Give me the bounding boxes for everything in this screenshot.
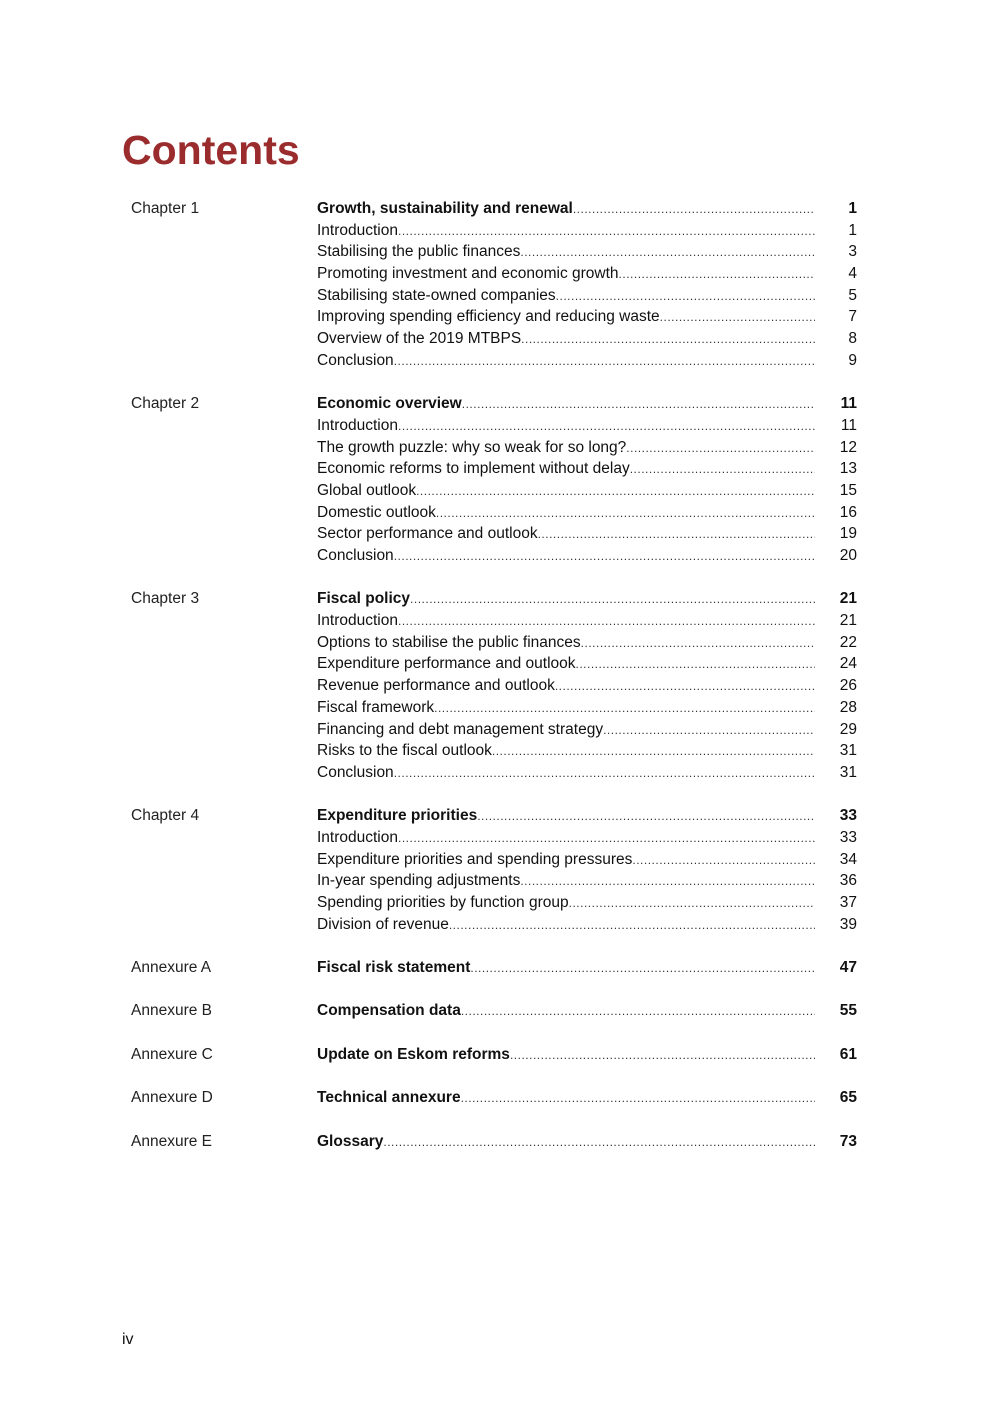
toc-entry-title: Expenditure performance and outlook bbox=[317, 655, 576, 673]
toc-entry[interactable] bbox=[317, 437, 857, 459]
toc-entries bbox=[317, 588, 857, 783]
dot-leader bbox=[394, 546, 815, 568]
toc-entry[interactable] bbox=[317, 827, 857, 849]
toc-entry[interactable] bbox=[317, 675, 857, 697]
dot-leader bbox=[573, 199, 815, 221]
toc-entry-title: Financing and debt management strategy bbox=[317, 720, 604, 738]
toc-entry-page-number: 65 bbox=[839, 1089, 857, 1107]
toc-entry[interactable] bbox=[317, 653, 857, 675]
toc-entry-title: The growth puzzle: why so weak for so long? bbox=[317, 438, 627, 456]
toc-entry-title: Division of revenue bbox=[317, 915, 449, 933]
toc-section bbox=[131, 198, 857, 372]
section-label: Chapter 2 bbox=[131, 395, 200, 413]
toc-heading-entry[interactable] bbox=[317, 198, 857, 220]
dot-leader bbox=[630, 459, 815, 481]
toc-entry[interactable] bbox=[317, 306, 857, 328]
section-label: Annexure A bbox=[131, 959, 212, 977]
dot-leader bbox=[569, 893, 815, 915]
toc-entry-title: Conclusion bbox=[317, 351, 394, 369]
toc-entries bbox=[317, 1087, 857, 1109]
toc-entry-title: Introduction bbox=[317, 612, 398, 630]
toc-entry-title: Fiscal risk statement bbox=[317, 959, 471, 977]
toc-entry-page-number: 55 bbox=[839, 1002, 857, 1020]
dot-leader bbox=[449, 915, 815, 937]
dot-leader bbox=[398, 221, 815, 243]
dot-leader bbox=[538, 524, 815, 546]
toc-entry[interactable] bbox=[317, 263, 857, 285]
dot-leader bbox=[619, 264, 815, 286]
dot-leader bbox=[477, 806, 815, 828]
toc-entry-page-number: 19 bbox=[839, 525, 857, 543]
dot-leader bbox=[398, 416, 815, 438]
section-label: Annexure C bbox=[131, 1045, 213, 1063]
toc-entry-title: Revenue performance and outlook bbox=[317, 677, 555, 695]
toc-entry-title: Introduction bbox=[317, 828, 398, 846]
section-label: Annexure D bbox=[131, 1089, 213, 1107]
toc-entry-title: Economic overview bbox=[317, 395, 462, 413]
dot-leader bbox=[394, 763, 815, 785]
toc-entry-page-number: 1 bbox=[848, 221, 857, 239]
toc-entry-title: Domestic outlook bbox=[317, 503, 436, 521]
toc-entry-page-number: 31 bbox=[839, 742, 857, 760]
dot-leader bbox=[410, 589, 815, 611]
toc-entry-title: Growth, sustainability and renewal bbox=[317, 200, 573, 217]
toc-section bbox=[131, 1044, 857, 1066]
page-title: Contents bbox=[122, 127, 300, 173]
toc-entry-page-number: 24 bbox=[839, 655, 857, 673]
toc-entries bbox=[317, 805, 857, 935]
toc-entry-page-number: 11 bbox=[840, 395, 857, 413]
toc-entry-page-number: 22 bbox=[839, 633, 857, 651]
toc-entry-page-number: 36 bbox=[839, 872, 857, 890]
toc-heading-entry[interactable] bbox=[317, 1131, 857, 1153]
toc-entry[interactable] bbox=[317, 285, 857, 307]
toc-entry-page-number: 12 bbox=[839, 438, 857, 456]
dot-leader bbox=[520, 242, 815, 264]
toc-section bbox=[131, 1000, 857, 1022]
toc-entries bbox=[317, 957, 857, 979]
toc-entry-title: Update on Eskom reforms bbox=[317, 1045, 510, 1063]
toc-entry-page-number: 31 bbox=[839, 763, 857, 781]
dot-leader bbox=[555, 676, 815, 698]
toc-entry[interactable] bbox=[317, 328, 857, 350]
toc-section bbox=[131, 805, 857, 935]
dot-leader bbox=[626, 438, 815, 460]
toc-entry-page-number: 11 bbox=[840, 416, 857, 434]
toc-entry-page-number: 28 bbox=[839, 698, 857, 716]
toc-entry[interactable] bbox=[317, 762, 857, 784]
toc-entry-title: Global outlook bbox=[317, 481, 417, 499]
dot-leader bbox=[556, 286, 815, 308]
dot-leader bbox=[394, 351, 815, 373]
section-label: Annexure E bbox=[131, 1132, 212, 1150]
dot-leader bbox=[520, 871, 815, 893]
toc-heading-entry[interactable] bbox=[317, 588, 857, 610]
toc-entry-title: Promoting investment and economic growth bbox=[317, 265, 619, 283]
toc-entry-page-number: 13 bbox=[839, 460, 857, 478]
toc-entry-title: Compensation data bbox=[317, 1002, 461, 1020]
toc-heading-entry[interactable] bbox=[317, 957, 857, 979]
toc-entry[interactable] bbox=[317, 610, 857, 632]
toc-entry-title: Introduction bbox=[317, 221, 398, 239]
toc-heading-entry[interactable] bbox=[317, 805, 857, 827]
section-label: Annexure B bbox=[131, 1002, 212, 1020]
section-label: Chapter 1 bbox=[131, 200, 200, 217]
toc-entry[interactable] bbox=[317, 502, 857, 524]
dot-leader bbox=[603, 720, 815, 742]
toc-entries bbox=[317, 1044, 857, 1066]
toc-entry-page-number: 16 bbox=[839, 503, 857, 521]
dot-leader bbox=[461, 1001, 815, 1023]
toc-entry-title: Improving spending efficiency and reducing waste bbox=[317, 308, 660, 326]
dot-leader bbox=[398, 828, 815, 850]
toc-entry[interactable] bbox=[317, 719, 857, 741]
toc-entry-page-number: 8 bbox=[848, 330, 857, 348]
toc-entry-title: Conclusion bbox=[317, 763, 394, 781]
toc-entry-page-number: 47 bbox=[839, 959, 857, 977]
toc-entry-page-number: 1 bbox=[848, 200, 857, 217]
toc-entry-page-number: 5 bbox=[848, 286, 857, 304]
toc-entry-title: Spending priorities by function group bbox=[317, 894, 569, 911]
toc-entry-title: Fiscal policy bbox=[317, 590, 411, 608]
dot-leader bbox=[461, 1088, 815, 1110]
toc-entry-page-number: 39 bbox=[839, 915, 857, 933]
dot-leader bbox=[462, 394, 815, 416]
toc-entry-title: Glossary bbox=[317, 1132, 384, 1150]
toc-entry-title: Overview of the 2019 MTBPS bbox=[317, 330, 522, 348]
table-of-contents bbox=[131, 198, 857, 1174]
toc-section bbox=[131, 588, 857, 783]
toc-entry-title: Introduction bbox=[317, 416, 398, 434]
toc-entry[interactable] bbox=[317, 480, 857, 502]
toc-entries bbox=[317, 1000, 857, 1022]
toc-entry-title: Economic reforms to implement without delay bbox=[317, 460, 630, 478]
dot-leader bbox=[470, 958, 815, 980]
section-label: Chapter 4 bbox=[131, 807, 200, 825]
toc-entry-title: Fiscal framework bbox=[317, 698, 435, 716]
dot-leader bbox=[510, 1045, 815, 1067]
toc-entries bbox=[317, 393, 857, 567]
toc-entry-title: Stabilising the public finances bbox=[317, 243, 521, 261]
dot-leader bbox=[660, 307, 815, 329]
dot-leader bbox=[492, 741, 815, 763]
toc-entry[interactable] bbox=[317, 350, 857, 372]
toc-entry-title: Conclusion bbox=[317, 547, 394, 564]
toc-entry-page-number: 3 bbox=[848, 243, 857, 261]
toc-entry-page-number: 37 bbox=[839, 894, 857, 911]
toc-entry[interactable] bbox=[317, 241, 857, 263]
toc-entry[interactable] bbox=[317, 545, 857, 567]
toc-entry[interactable] bbox=[317, 892, 857, 914]
toc-entry-page-number: 29 bbox=[839, 720, 857, 738]
toc-entry-page-number: 33 bbox=[839, 828, 857, 846]
dot-leader bbox=[436, 503, 815, 525]
toc-entry[interactable] bbox=[317, 523, 857, 545]
dot-leader bbox=[581, 633, 815, 655]
toc-entry[interactable] bbox=[317, 697, 857, 719]
toc-entry[interactable] bbox=[317, 740, 857, 762]
toc-entry[interactable] bbox=[317, 220, 857, 242]
toc-entry-title: Options to stabilise the public finances bbox=[317, 633, 581, 651]
toc-heading-entry[interactable] bbox=[317, 1044, 857, 1066]
toc-entry-page-number: 34 bbox=[839, 850, 857, 868]
toc-entry-page-number: 61 bbox=[839, 1045, 857, 1063]
toc-entry-page-number: 21 bbox=[839, 612, 857, 630]
toc-entry-page-number: 4 bbox=[848, 265, 857, 283]
toc-entry-title: Technical annexure bbox=[317, 1089, 461, 1107]
toc-entry[interactable] bbox=[317, 415, 857, 437]
toc-entry-title: Expenditure priorities and spending pressures bbox=[317, 850, 633, 868]
dot-leader bbox=[416, 481, 815, 503]
toc-section bbox=[131, 1131, 857, 1153]
toc-entry-page-number: 73 bbox=[839, 1132, 857, 1150]
toc-entry-page-number: 20 bbox=[839, 547, 857, 564]
toc-entry-page-number: 26 bbox=[839, 677, 857, 695]
toc-entries bbox=[317, 1131, 857, 1153]
toc-heading-entry[interactable] bbox=[317, 1087, 857, 1109]
toc-entry[interactable] bbox=[317, 849, 857, 871]
page-number-folio: iv bbox=[122, 1331, 134, 1348]
toc-entries bbox=[317, 198, 857, 372]
toc-entry-page-number: 21 bbox=[839, 590, 857, 608]
toc-entry[interactable] bbox=[317, 870, 857, 892]
toc-section bbox=[131, 393, 857, 567]
dot-leader bbox=[434, 698, 815, 720]
toc-entry-page-number: 7 bbox=[848, 308, 857, 326]
toc-entry[interactable] bbox=[317, 632, 857, 654]
dot-leader bbox=[521, 329, 815, 351]
toc-section bbox=[131, 1087, 857, 1109]
toc-section bbox=[131, 957, 857, 979]
toc-entry-title: Stabilising state-owned companies bbox=[317, 286, 556, 304]
dot-leader bbox=[632, 850, 815, 872]
toc-entry-page-number: 33 bbox=[839, 807, 857, 825]
dot-leader bbox=[383, 1132, 815, 1154]
toc-entry-title: Expenditure priorities bbox=[317, 807, 478, 825]
toc-heading-entry[interactable] bbox=[317, 393, 857, 415]
toc-entry-title: Sector performance and outlook bbox=[317, 525, 538, 543]
toc-entry-title: In-year spending adjustments bbox=[317, 872, 521, 890]
dot-leader bbox=[398, 611, 815, 633]
section-label: Chapter 3 bbox=[131, 590, 200, 608]
toc-entry-title: Risks to the fiscal outlook bbox=[317, 742, 492, 760]
toc-heading-entry[interactable] bbox=[317, 1000, 857, 1022]
toc-entry[interactable] bbox=[317, 914, 857, 936]
toc-entry[interactable] bbox=[317, 458, 857, 480]
toc-entry-page-number: 15 bbox=[839, 481, 857, 499]
dot-leader bbox=[576, 654, 816, 676]
toc-entry-page-number: 9 bbox=[848, 351, 857, 369]
